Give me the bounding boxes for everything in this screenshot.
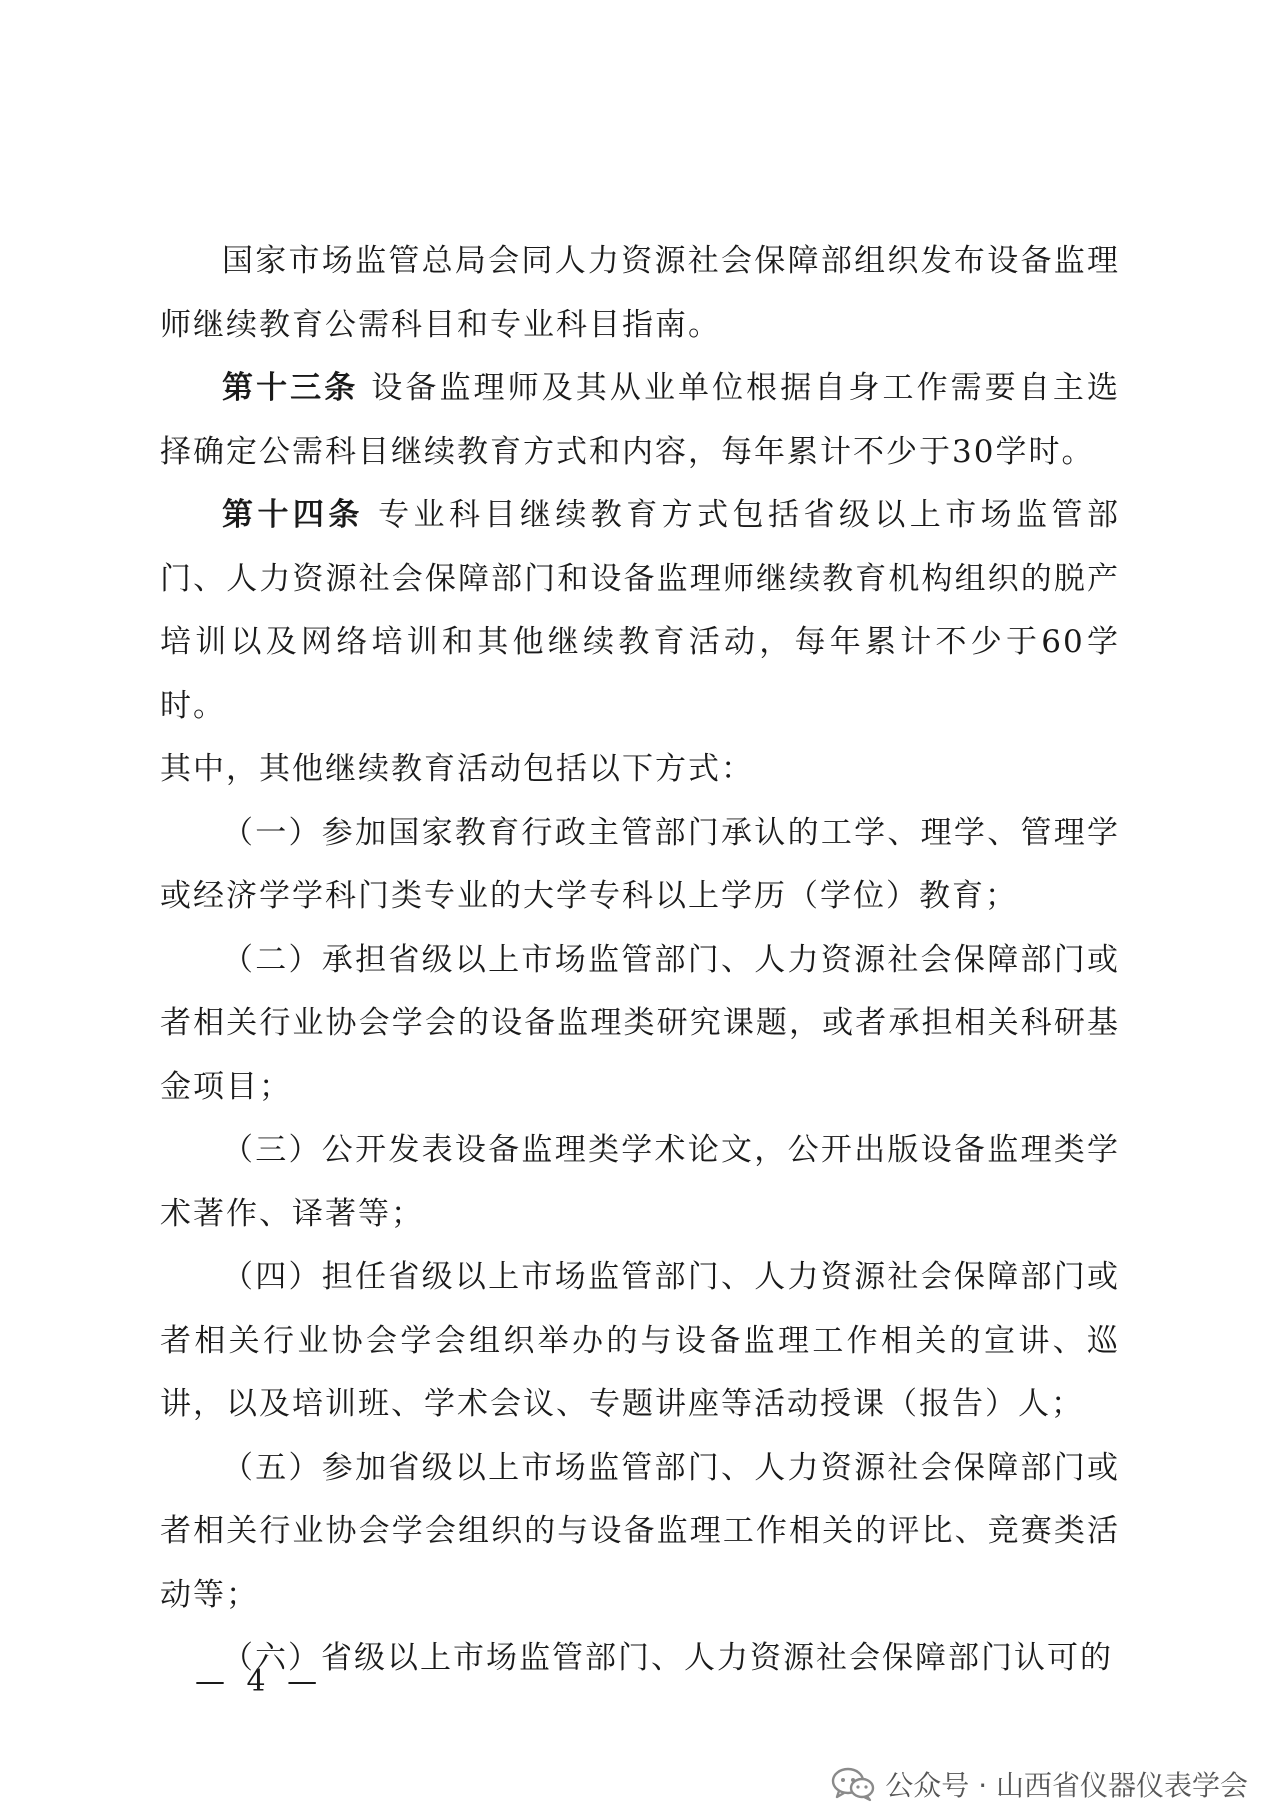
paragraph-text: （三）公开发表设备监理类学术论文，公开出版设备监理类学术著作、译著等； [160, 1132, 1120, 1232]
paragraph-text: （四）担任省级以上市场监管部门、人力资源社会保障部门或者相关行业协会学会组织举办的与设备监理工作相关的宣讲、巡讲，以及培训班、学术会议、专题讲座等活动授课（报告）人； [160, 1259, 1120, 1422]
list-item [160, 802, 1120, 929]
list-item [160, 1437, 1120, 1628]
watermark-text: 公众号 · 山西省仪器仪表学会 [885, 1769, 1248, 1802]
paragraph-text: 其中，其他继续教育活动包括以下方式： [160, 751, 754, 787]
article-13 [160, 357, 1120, 484]
wechat-icon [831, 1766, 875, 1802]
paragraph-text: 专业科目继续教育方式包括省级以上市场监管部门、人力资源社会保障部门和设备监理师继续教育机构组织的脱产培训以及网络培训和其他继续教育活动，每年累计不少于60学时。 [160, 497, 1121, 724]
paragraph [160, 230, 1120, 357]
paragraph-text: （二）承担省级以上市场监管部门、人力资源社会保障部门或者相关行业协会学会的设备监理类研究课题，或者承担相关科研基金项目； [160, 941, 1120, 1105]
paragraph-text: 国家市场监管总局会同人力资源社会保障部组织发布设备监理师继续教育公需科目和专业科目指南。 [160, 243, 1120, 343]
paragraph-text: （五）参加省级以上市场监管部门、人力资源社会保障部门或者相关行业协会学会组织的与设备监理工作相关的评比、竞赛类活动等； [160, 1449, 1120, 1613]
article-heading: 第十三条 [222, 370, 359, 406]
watermark [831, 1764, 1248, 1804]
document-body [160, 230, 1120, 1691]
article-heading: 第十四条 [222, 497, 364, 533]
paragraph [160, 738, 1120, 802]
paragraph-text: （六）省级以上市场监管部门、人力资源社会保障部门认可的 [222, 1640, 1113, 1676]
list-item [160, 1246, 1120, 1437]
paragraph-text: （一）参加国家教育行政主管部门承认的工学、理学、管理学或经济学学科门类专业的大学专科以上学历（学位）教育； [160, 814, 1120, 914]
list-item [160, 929, 1120, 1120]
list-item [160, 1119, 1120, 1246]
paragraph-text: 设备监理师及其从业单位根据自身工作需要自主选择确定公需科目继续教育方式和内容，每年累计不少于30学时。 [160, 370, 1121, 470]
article-14 [160, 484, 1120, 738]
page-number: — 4 — [195, 1664, 324, 1699]
